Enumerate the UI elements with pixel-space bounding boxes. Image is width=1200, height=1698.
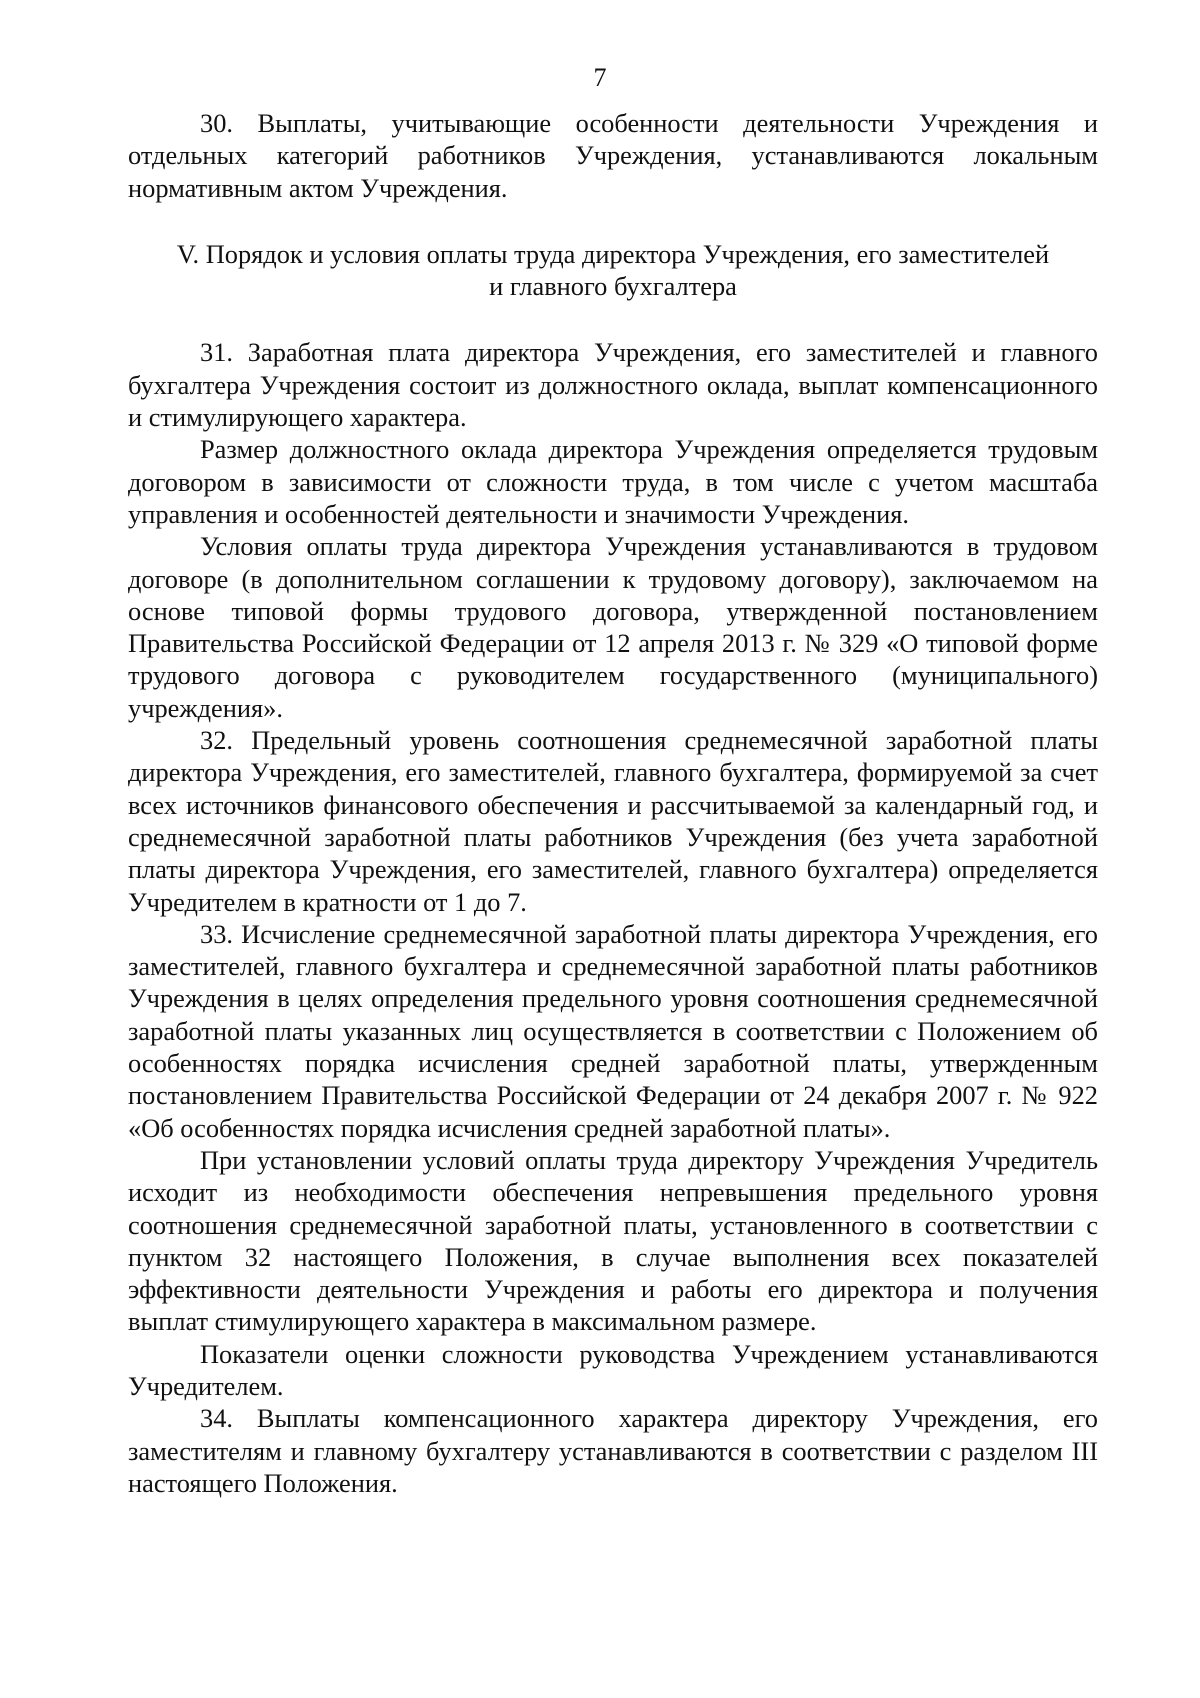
- paragraph-34: 34. Выплаты компенсационного характера директору Учреждения, его заместителям и главному бухгалтеру устанавливаются в соответствии с разделом III настоящего Положения.: [128, 1403, 1098, 1498]
- paragraph-33: 33. Исчисление среднемесячной заработной платы директора Учреждения, его заместителей, главного бухгалтера и среднемесячной заработной платы работников Учреждения в целях определения предельного уровня соотношения среднемесячной заработной платы указанных лиц осуществляется в соответствии с Положением об особенностях порядка исчисления средней заработной платы, утвержденным постановлением Правительства Российской Федерации от 24 декабря 2007 г. № 922 «Об особенностях порядка исчисления средней заработной платы».: [128, 918, 1098, 1143]
- section-heading-line-1: V. Порядок и условия оплаты труда директора Учреждения, его заместителей: [176, 238, 1050, 269]
- paragraph-33-founder: При установлении условий оплаты труда директору Учреждения Учредитель исходит из необходимости обеспечения непревышения предельного уровня соотношения среднемесячной заработной платы, установленного в соответствии с пунктом 32 настоящего Положения, в случае выполнения всех показателей эффективности деятельности Учреждения и работы его директора и получения выплат стимулирующего характера в максимальном размере.: [128, 1144, 1098, 1337]
- section-heading-line-2: и главного бухгалтера: [489, 271, 737, 302]
- paragraph-32: 32. Предельный уровень соотношения среднемесячной заработной платы директора Учреждения, его заместителей, главного бухгалтера, формируемой за счет всех источников финансового обеспечения и рассчитываемой за календарный год, и среднемесячной заработной платы работников Учреждения (без учета заработной платы директора Учреждения, его заместителей, главного бухгалтера) определяется Учредителем в кратности от 1 до 7.: [128, 725, 1098, 917]
- paragraph-31: 31. Заработная плата директора Учреждения, его заместителей и главного бухгалтера Учреждения состоит из должностного оклада, выплат компенсационного и стимулирующего характера.: [128, 337, 1098, 433]
- section-heading: [128, 238, 1098, 303]
- paragraph-30: 30. Выплаты, учитывающие особенности деятельности Учреждения и отдельных категорий работников Учреждения, устанавливаются локальным нормативным актом Учреждения.: [128, 108, 1098, 203]
- paragraph-31-conditions: Условия оплаты труда директора Учреждения устанавливаются в трудовом договоре (в дополнительном соглашении к трудовому договору), заключаемом на основе типовой формы трудового договора, утвержденной постановлением Правительства Российской Федерации от 12 апреля 2013 г. № 329 «О типовой форме трудового договора с руководителем государственного (муниципального) учреждения».: [128, 531, 1098, 723]
- document-body: [128, 107, 1098, 1499]
- page-number: 7: [593, 63, 607, 92]
- paragraph-33-indicators: Показатели оценки сложности руководства Учреждением устанавливаются Учредителем.: [128, 1338, 1098, 1401]
- paragraph-31-salary: Размер должностного оклада директора Учреждения определяется трудовым договором в зависимости от сложности труда, в том числе с учетом масштаба управления и особенностей деятельности и значимости Учреждения.: [128, 434, 1098, 529]
